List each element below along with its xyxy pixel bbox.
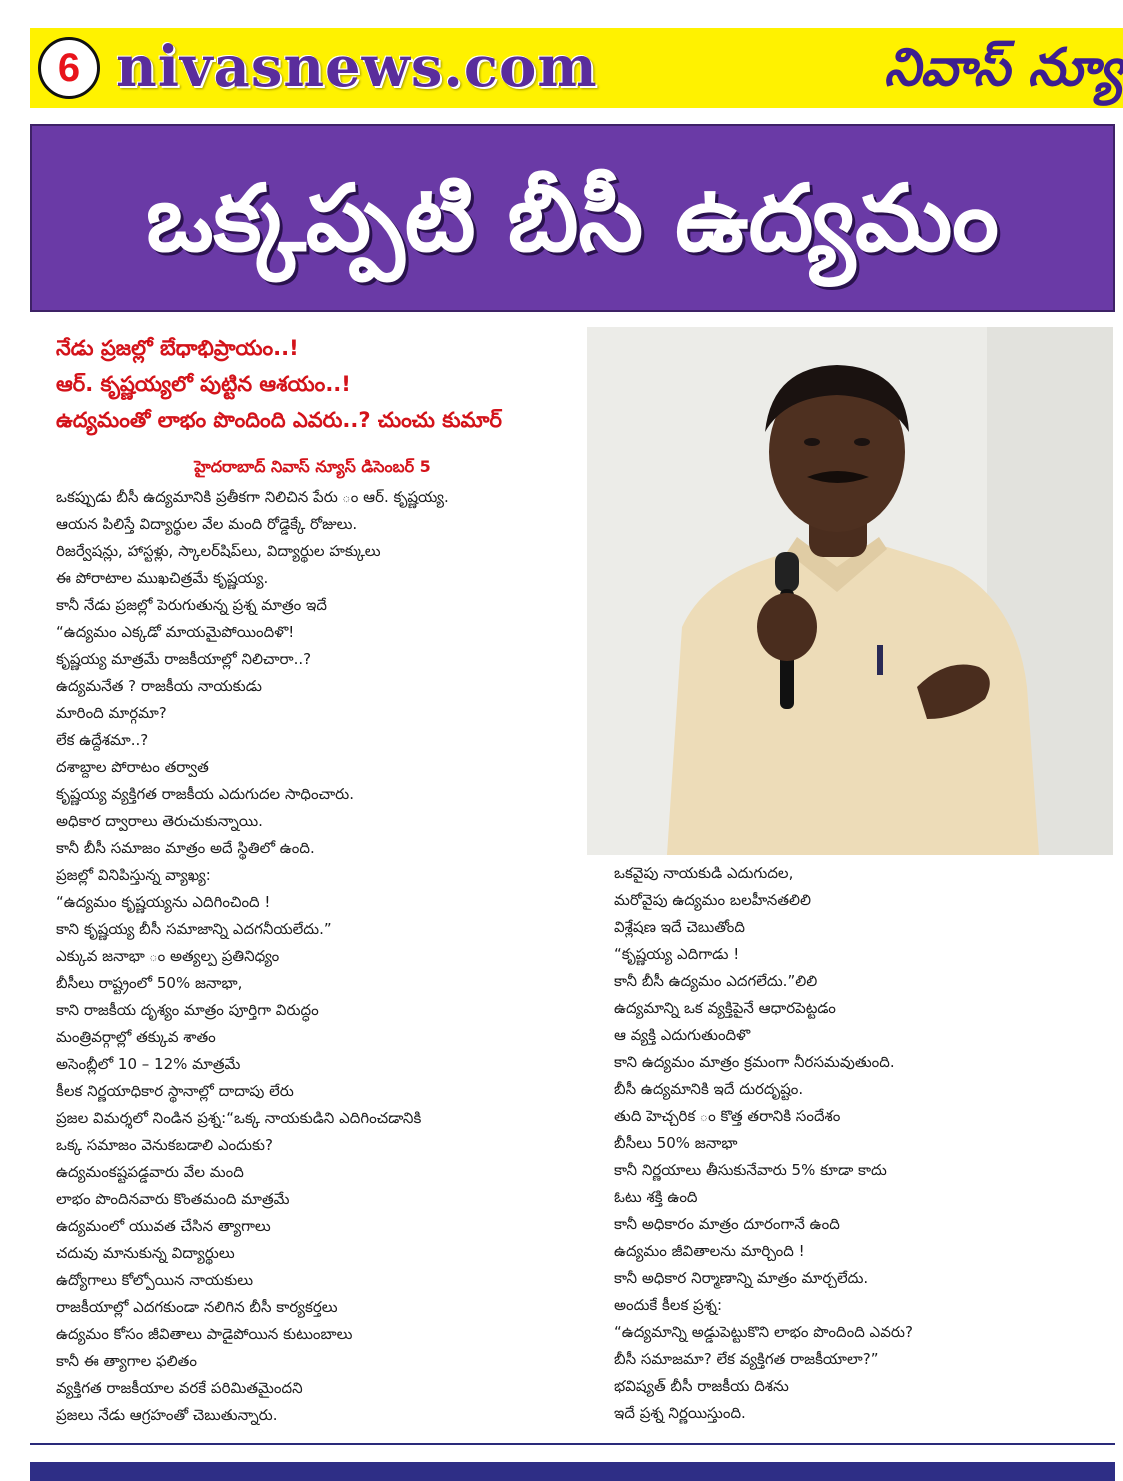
article-line: రాజకీయాల్లో ఎదగకుండా నలిగిన బీసీ కార్యకర్తలు bbox=[56, 1298, 338, 1316]
article-line: కృష్ణయ్య మాత్రమే రాజకీయాల్లో నిలిచారా..? bbox=[56, 650, 312, 668]
article-line: ప్రజల విమర్శలో నిండిన ప్రశ్న:“ఒక్క నాయకుడిని ఎదిగించడానికి bbox=[56, 1109, 422, 1127]
article-line: “ఉద్యమం కృష్ణయ్యను ఎదిగించింది ! bbox=[56, 893, 271, 911]
article-line: “ఉద్యమాన్ని అడ్డుపెట్టుకొని లాభం పొందింది ఎవరు? bbox=[614, 1323, 913, 1341]
article-line: లాభం పొందినవారు కొంతమంది మాత్రమే bbox=[56, 1190, 290, 1208]
headline-banner bbox=[30, 124, 1115, 312]
article-line: ఉద్యమనేత ? రాజకీయ నాయకుడు bbox=[56, 677, 262, 695]
article-line: ఉద్యమాన్ని ఒక వ్యక్తిపైనే ఆధారపెట్టడం bbox=[614, 999, 836, 1017]
article-line: కానీ బీసీ ఉద్యమం ఎదగలేదు.”లిలి bbox=[614, 972, 818, 990]
article-line: ప్రజలు నేడు ఆగ్రహంతో చెబుతున్నారు. bbox=[56, 1406, 278, 1424]
article-line: అధికార ద్వారాలు తెరుచుకున్నాయి. bbox=[56, 812, 263, 830]
article-line: ఆ వ్యక్తి ఎదుగుతుందిళొ bbox=[614, 1026, 751, 1044]
page-number: 6 bbox=[38, 37, 100, 99]
article-line: లేక ఉద్దేశమా..? bbox=[56, 731, 149, 749]
article-line: మంత్రివర్గాల్లో తక్కువ శాతం bbox=[56, 1028, 216, 1046]
article-line: మారింది మార్గమా? bbox=[56, 704, 167, 722]
article-line: కీలక నిర్ణయాధికార స్థానాల్లో దాదాపు లేరు bbox=[56, 1082, 294, 1100]
article-line: ఉద్యమం కోసం జీవితాలు పాడైపోయిన కుటుంబాలు bbox=[56, 1325, 353, 1343]
article-line: ఎక్కువ జనాభా ం అత్యల్ప ప్రతినిధ్యం bbox=[56, 947, 280, 965]
article-line: కానీ బీసీ సమాజం మాత్రం అదే స్థితిలో ఉంది. bbox=[56, 839, 315, 857]
article-line: ఒకప్పుడు బీసీ ఉద్యమానికి ప్రతీకగా నిలిచిన పేరు ం ఆర్. కృష్ణయ్య. bbox=[56, 488, 449, 506]
article-line: కానీ ఈ త్యాగాల ఫలితం bbox=[56, 1352, 197, 1370]
article-line: మరోవైపు ఉద్యమం బలహీనతలిలి bbox=[614, 891, 811, 909]
dateline: హైదరాబాద్ నివాస్ న్యూస్ డిసెంబర్ 5 bbox=[194, 457, 431, 476]
article-line: ఒకవైపు నాయకుడి ఎదుగుదల, bbox=[614, 864, 794, 882]
article-line: కృష్ణయ్య వ్యక్తిగత రాజకీయ ఎదుగుదల సాధించారు. bbox=[56, 785, 355, 803]
subhead-3: ఉద్యమంతో లాభం పొందింది ఎవరు..? చుంచు కుమార్ bbox=[56, 408, 502, 432]
article-line: బీసీ సమాజమా? లేక వ్యక్తిగత రాజకీయాలా?” bbox=[614, 1350, 879, 1368]
article-line: బీసీలు రాష్ట్రంలో 50% జనాభా, bbox=[56, 974, 243, 992]
masthead bbox=[30, 28, 1123, 108]
article-right-column bbox=[614, 860, 913, 1427]
article-line: ఒక్క సమాజం వెనుకబడాలి ఎందుకు? bbox=[56, 1136, 273, 1154]
subhead-2: ఆర్. కృష్ణయ్యలో పుట్టిన ఆశయం..! bbox=[56, 372, 351, 396]
article-line: తుది హెచ్చరిక ం కొత్త తరానికి సందేశం bbox=[614, 1107, 841, 1125]
article-left-column bbox=[56, 484, 449, 1429]
article-line: కానీ అధికార నిర్మాణాన్ని మాత్రం మార్చలేదు. bbox=[614, 1269, 869, 1287]
subheads bbox=[56, 330, 576, 438]
speaker-photo bbox=[587, 327, 1113, 855]
article-line: ఉద్యమం జీవితాలను మార్చింది ! bbox=[614, 1242, 805, 1260]
speaker-illustration bbox=[587, 327, 1113, 855]
headline: ఒక్కప్పటి బీసీ ఉద్యమం bbox=[146, 165, 999, 272]
article-line: ఉద్యమంకష్టపడ్డవారు వేల మంది bbox=[56, 1163, 244, 1181]
article-line: విశ్లేషణ ఇదే చెబుతోంది bbox=[614, 918, 746, 936]
article-line: ఉద్యమంలో యువత చేసిన త్యాగాలు bbox=[56, 1217, 271, 1235]
article-line: దశాబ్దాల పోరాటం తర్వాత bbox=[56, 758, 209, 776]
article-line: కానీ నిర్ణయాలు తీసుకునేవారు 5% కూడా కాదు bbox=[614, 1161, 887, 1179]
article-line: కానీ అధికారం మాత్రం దూరంగానే ఉంది bbox=[614, 1215, 840, 1233]
article-line: ఓటు శక్తి ఉంది bbox=[614, 1188, 698, 1206]
article-line: “ఉద్యమం ఎక్కడో మాయమైపోయిందిళొ! bbox=[56, 623, 295, 641]
footer-band bbox=[30, 1462, 1115, 1481]
footer-divider bbox=[30, 1443, 1115, 1445]
subhead-1: నేడు ప్రజల్లో బేధాభిప్రాయం..! bbox=[56, 336, 299, 360]
article-line: ఈ పోరాటాల ముఖచిత్రమే కృష్ణయ్య. bbox=[56, 569, 269, 587]
article-line: ఆయన పిలిస్తే విద్యార్థుల వేల మంది రోడ్డెక్కే రోజులు. bbox=[56, 515, 358, 533]
article-line: వ్యక్తిగత రాజకీయాల వరకే పరిమితమైందని bbox=[56, 1379, 303, 1397]
site-name[interactable]: nivasnews.com bbox=[116, 34, 598, 100]
article-line: బీసీలు 50% జనాభా bbox=[614, 1134, 738, 1152]
article-line: కాని ఉద్యమం మాత్రం క్రమంగా నీరసమవుతుంది. bbox=[614, 1053, 895, 1071]
article-line: రిజర్వేషన్లు, హాస్టళ్లు, స్కాలర్‌షిప్‌లు, విద్యార్థుల హక్కులు bbox=[56, 542, 381, 560]
article-line: చదువు మానుకున్న విద్యార్థులు bbox=[56, 1244, 235, 1262]
article-line: “కృష్ణయ్య ఎదిగాడు ! bbox=[614, 945, 740, 963]
article-line: అసెంబ్లీలో 10 – 12% మాత్రమే bbox=[56, 1055, 241, 1073]
paper-name-logo: నివాస్ న్యూ bbox=[883, 38, 1123, 98]
article-line: అందుకే కీలక ప్రశ్న: bbox=[614, 1296, 723, 1314]
article-line: బీసీ ఉద్యమానికి ఇదే దురదృష్టం. bbox=[614, 1080, 804, 1098]
article-line: భవిష్యత్ బీసీ రాజకీయ దిశను bbox=[614, 1377, 789, 1395]
article-line: కాని రాజకీయ దృశ్యం మాత్రం పూర్తిగా విరుద్ధం bbox=[56, 1001, 319, 1019]
article-line: ఇదే ప్రశ్న నిర్ణయిస్తుంది. bbox=[614, 1404, 746, 1422]
article-line: ప్రజల్లో వినిపిస్తున్న వ్యాఖ్య: bbox=[56, 866, 211, 884]
article-line: కానీ నేడు ప్రజల్లో పెరుగుతున్న ప్రశ్న మాత్రం ఇదే bbox=[56, 596, 327, 614]
article-line: కాని కృష్ణయ్య బీసీ సమాజాన్ని ఎదగనీయలేదు.” bbox=[56, 920, 332, 938]
article-line: ఉద్యోగాలు కోల్పోయిన నాయకులు bbox=[56, 1271, 254, 1289]
